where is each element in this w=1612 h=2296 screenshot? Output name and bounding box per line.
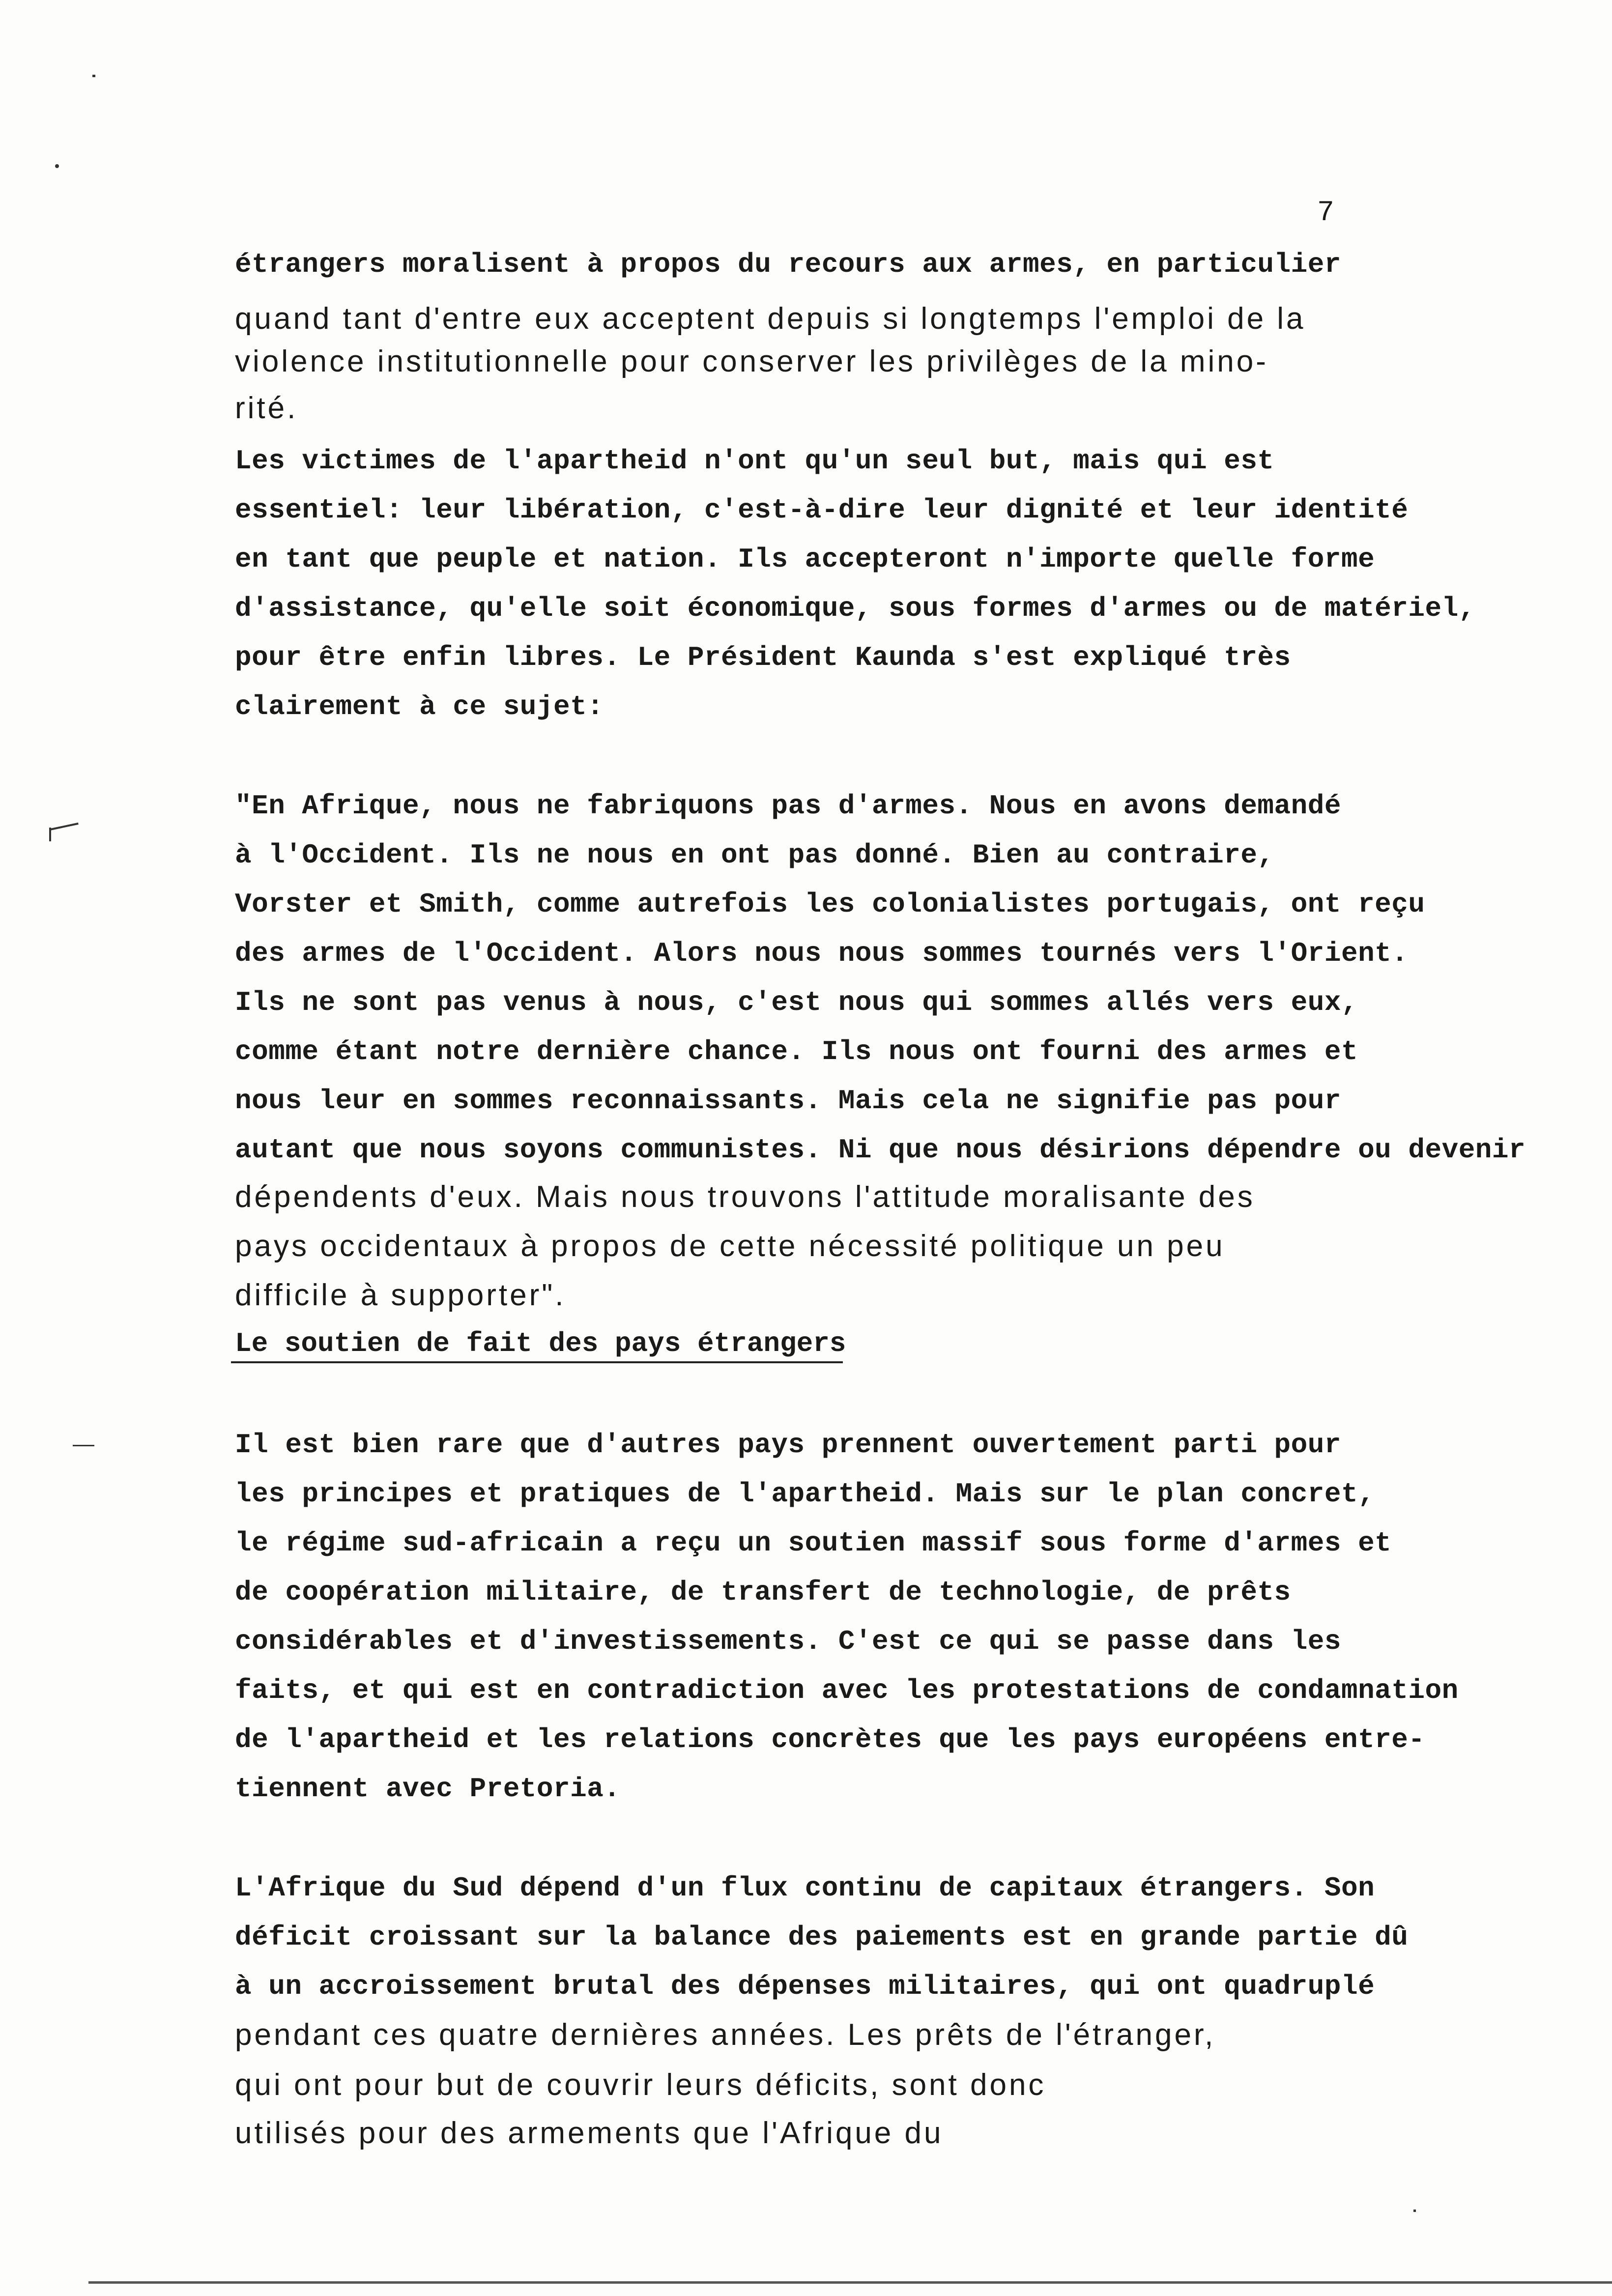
scan-mark-dash [73,1445,94,1446]
paragraph-3-line-2: les principes et pratiques de l'apartheid. Mais sur le plan concret, [235,1478,1375,1510]
paragraph-3-line-5: considérables et d'investissements. C'est ce qui se passe dans les [235,1626,1341,1657]
paragraph-3-line-1: Il est bien rare que d'autres pays prennent ouvertement parti pour [235,1429,1341,1461]
quote-line-1: "En Afrique, nous ne fabriquons pas d'armes. Nous en avons demandé [235,790,1341,822]
paragraph-2-line-6: clairement à ce sujet: [235,691,604,722]
quote-line-8: autant que nous soyons communistes. Ni que nous désirions dépendre ou devenir [235,1134,1526,1166]
quote-line-2: à l'Occident. Ils ne nous en ont pas donné. Bien au contraire, [235,839,1274,871]
paragraph-4-line-4: pendant ces quatre dernières années. Les prêts de l'étranger, [235,2018,1216,2052]
paragraph-4-line-3: à un accroissement brutal des dépenses militaires, qui ont quadruplé [235,1971,1375,2002]
paragraph-2-line-3: en tant que peuple et nation. Ils accepteront n'importe quelle forme [235,544,1375,575]
quote-line-3: Vorster et Smith, comme autrefois les colonialistes portugais, ont reçu [235,889,1425,920]
paragraph-1-line-4: rité. [235,391,298,425]
paragraph-3-line-3: le régime sud-africain a reçu un soutien massif sous forme d'armes et [235,1527,1392,1559]
paragraph-3-line-8: tiennent avec Pretoria. [235,1773,621,1805]
paragraph-1-line-3: violence institutionnelle pour conserver les privilèges de la mino- [235,344,1268,378]
quote-line-11: difficile à supporter". [235,1278,566,1312]
quote-line-4: des armes de l'Occident. Alors nous nous sommes tournés vers l'Orient. [235,938,1409,969]
page-number: 7 [1317,197,1334,229]
scan-mark-bracket [49,823,79,831]
bottom-edge-rule [88,2281,1612,2284]
quote-line-10: pays occidentaux à propos de cette nécessité politique un peu [235,1229,1225,1263]
paragraph-4-line-5: qui ont pour but de couvrir leurs déficits, sont donc [235,2068,1046,2102]
paragraph-3-line-6: faits, et qui est en contradiction avec les protestations de condamnation [235,1675,1459,1706]
paragraph-4-line-2: déficit croissant sur la balance des paiements est en grande partie dû [235,1922,1409,1953]
quote-line-9: dépendents d'eux. Mais nous trouvons l'attitude moralisante des [235,1180,1255,1214]
scan-mark-dot-3 [1413,2210,1416,2212]
paragraph-2-line-4: d'assistance, qu'elle soit économique, sous formes d'armes ou de matériel, [235,593,1475,624]
scan-mark-bracket-stem [49,828,51,841]
scan-mark-dot-1 [92,75,95,77]
paragraph-3-line-4: de coopération militaire, de transfert de technologie, de prêts [235,1577,1291,1608]
paragraph-2-line-1: Les victimes de l'apartheid n'ont qu'un seul but, mais qui est [235,445,1274,477]
paragraph-2-line-5: pour être enfin libres. Le Président Kaunda s'est expliqué très [235,642,1291,673]
paragraph-4-line-6: utilisés pour des armements que l'Afrique du [235,2116,944,2150]
paragraph-1-line-2: quand tant d'entre eux acceptent depuis si longtemps l'emploi de la [235,302,1306,336]
paragraph-3-line-7: de l'apartheid et les relations concrètes que les pays européens entre- [235,1724,1425,1755]
quote-line-7: nous leur en sommes reconnaissants. Mais cela ne signifie pas pour [235,1085,1341,1117]
section-heading: Le soutien de fait des pays étrangers [235,1328,846,1359]
quote-line-6: comme étant notre dernière chance. Ils nous ont fourni des armes et [235,1036,1358,1067]
quote-line-5: Ils ne sont pas venus à nous, c'est nous qui sommes allés vers eux, [235,987,1358,1018]
paragraph-4-line-1: L'Afrique du Sud dépend d'un flux continu de capitaux étrangers. Son [235,1872,1375,1904]
scan-mark-dot-2 [55,164,59,168]
section-heading-underline [231,1361,843,1363]
paragraph-2-line-2: essentiel: leur libération, c'est-à-dire leur dignité et leur identité [235,494,1409,526]
paragraph-1-line-1: étrangers moralisent à propos du recours aux armes, en particulier [235,249,1341,280]
